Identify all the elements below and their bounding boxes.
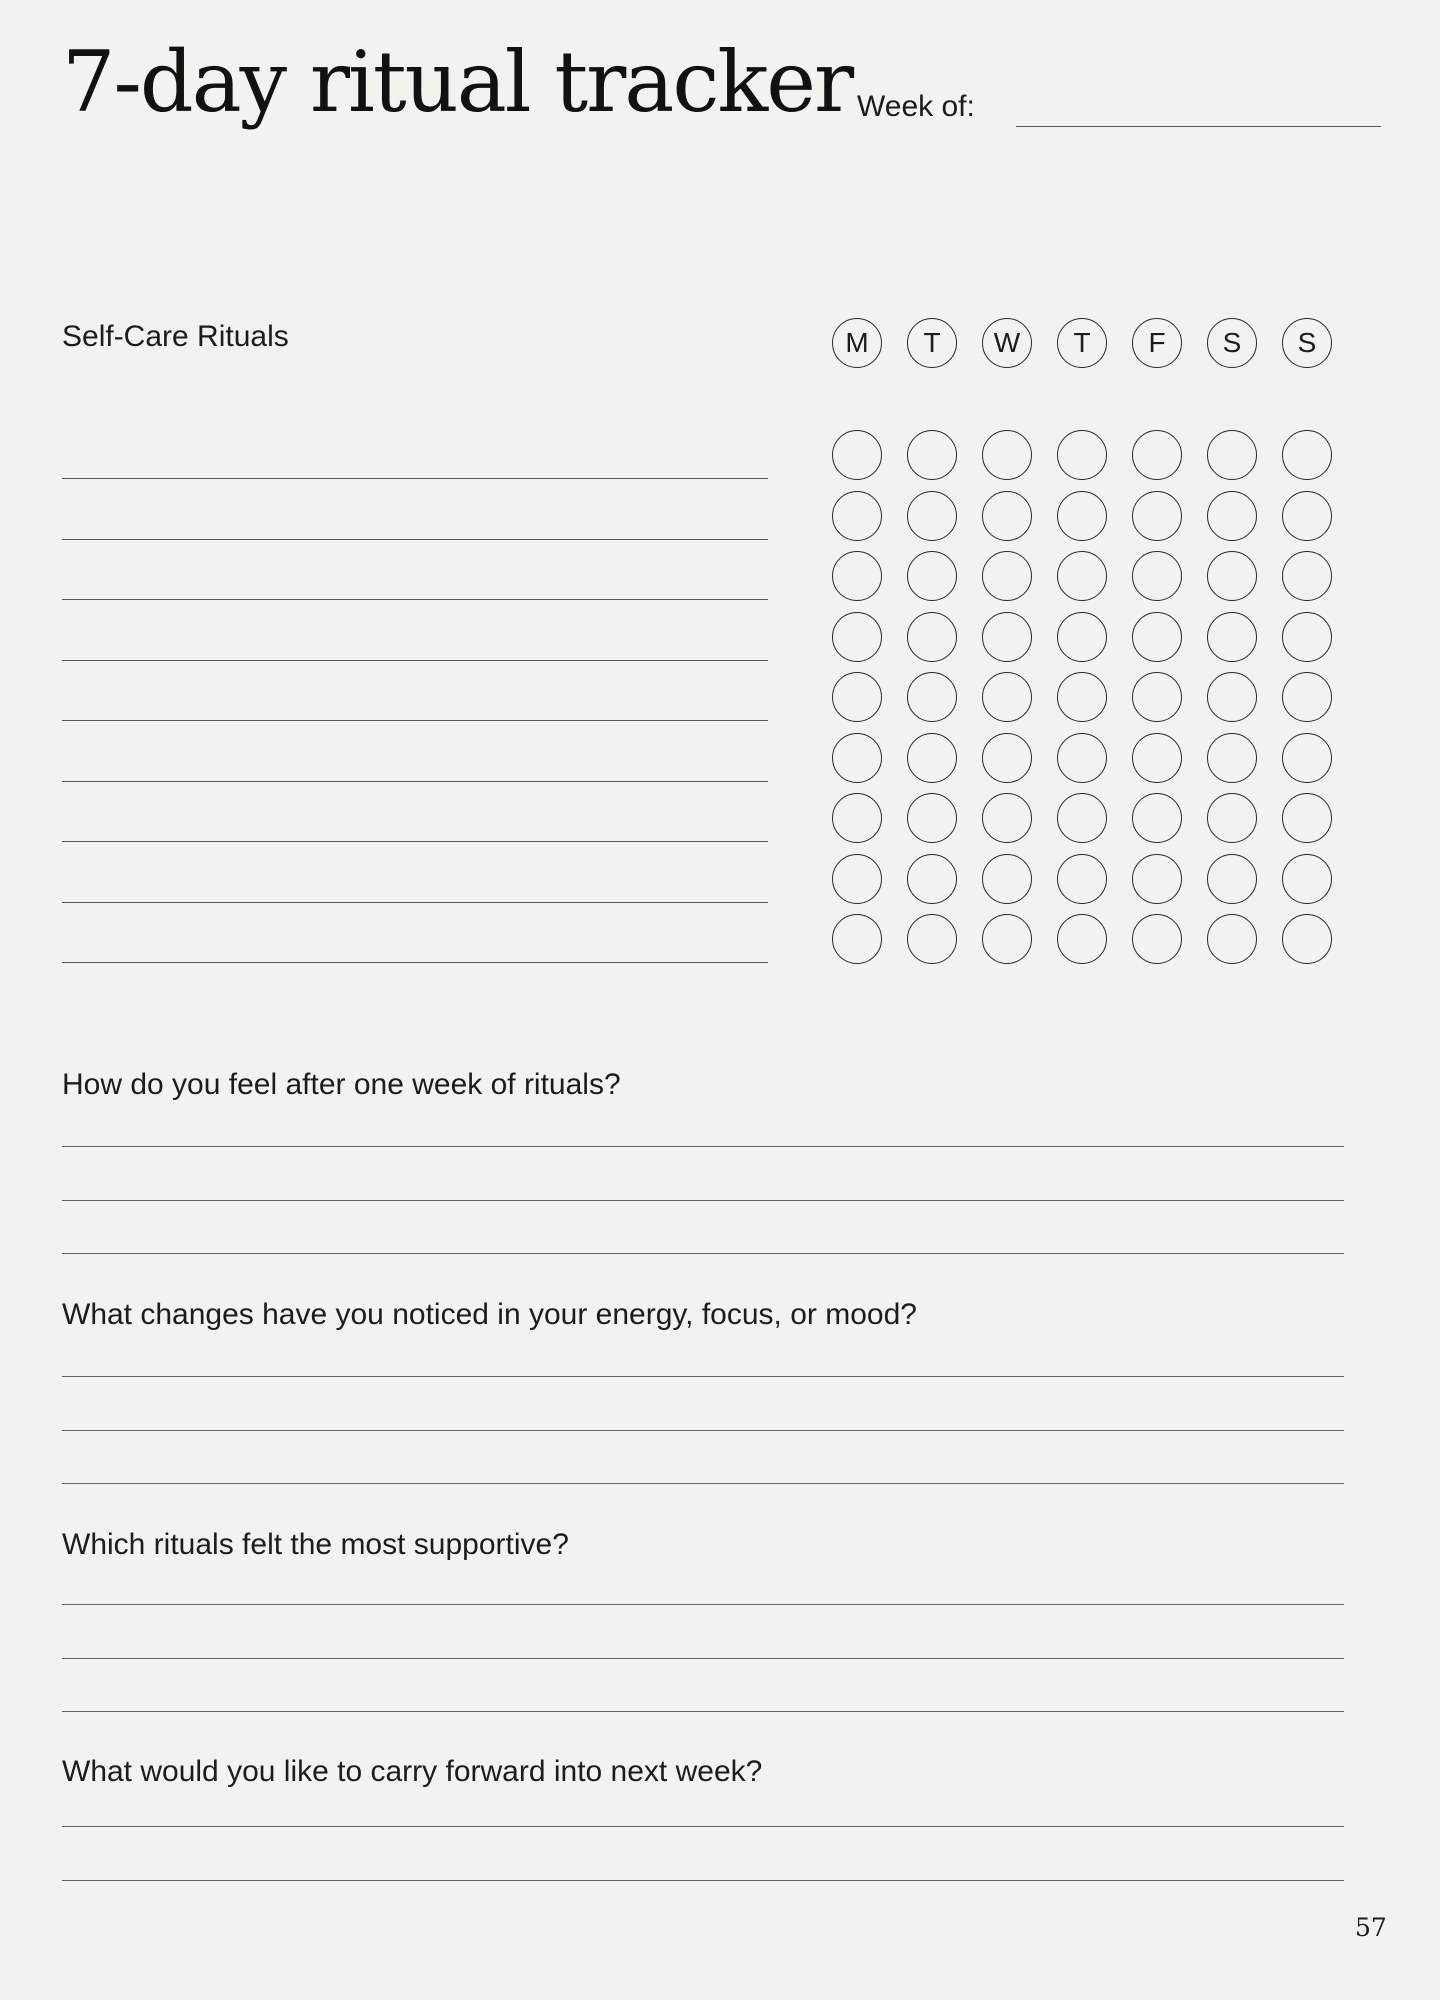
ritual-check-circle[interactable] (907, 551, 957, 601)
reflection-question: What would you like to carry forward into next week? (62, 1755, 763, 1788)
ritual-entry-line[interactable] (62, 841, 768, 842)
ritual-entry-line[interactable] (62, 539, 768, 540)
ritual-check-circle[interactable] (832, 430, 882, 480)
ritual-check-circle[interactable] (1132, 854, 1182, 904)
ritual-check-circle[interactable] (1282, 854, 1332, 904)
page-title: 7-day ritual tracker (62, 33, 853, 131)
ritual-check-circle[interactable] (1132, 793, 1182, 843)
ritual-check-circle[interactable] (1282, 551, 1332, 601)
ritual-entry-line[interactable] (62, 781, 768, 782)
ritual-check-circle[interactable] (1057, 551, 1107, 601)
ritual-check-circle[interactable] (1057, 612, 1107, 662)
ritual-check-circle[interactable] (982, 672, 1032, 722)
ritual-check-circle[interactable] (1057, 672, 1107, 722)
ritual-check-circle[interactable] (1132, 914, 1182, 964)
ritual-check-circle[interactable] (832, 612, 882, 662)
ritual-check-circle[interactable] (982, 793, 1032, 843)
ritual-check-circle[interactable] (1132, 491, 1182, 541)
ritual-check-circle[interactable] (1057, 914, 1107, 964)
ritual-entry-line[interactable] (62, 962, 768, 963)
day-header-friday: F (1132, 318, 1182, 368)
ritual-check-circle[interactable] (1207, 430, 1257, 480)
week-input-line[interactable] (1016, 126, 1381, 127)
ritual-check-circle[interactable] (1207, 551, 1257, 601)
ritual-check-circle[interactable] (832, 733, 882, 783)
ritual-check-circle[interactable] (907, 430, 957, 480)
ritual-check-circle[interactable] (832, 854, 882, 904)
ritual-check-circle[interactable] (1132, 551, 1182, 601)
ritual-entry-line[interactable] (62, 902, 768, 903)
ritual-check-circle[interactable] (907, 612, 957, 662)
day-header-saturday: S (1207, 318, 1257, 368)
ritual-check-circle[interactable] (907, 793, 957, 843)
ritual-check-circle[interactable] (1207, 793, 1257, 843)
answer-line[interactable] (62, 1200, 1344, 1201)
ritual-check-circle[interactable] (1207, 672, 1257, 722)
ritual-check-circle[interactable] (982, 491, 1032, 541)
ritual-check-circle[interactable] (1207, 612, 1257, 662)
ritual-check-circle[interactable] (1207, 733, 1257, 783)
section-label-self-care-rituals: Self-Care Rituals (62, 320, 289, 353)
ritual-check-circle[interactable] (1057, 430, 1107, 480)
answer-line[interactable] (62, 1711, 1344, 1712)
ritual-check-circle[interactable] (907, 491, 957, 541)
answer-line[interactable] (62, 1880, 1344, 1881)
ritual-check-circle[interactable] (1057, 733, 1107, 783)
ritual-check-circle[interactable] (982, 551, 1032, 601)
ritual-entry-line[interactable] (62, 720, 768, 721)
ritual-check-circle[interactable] (1057, 491, 1107, 541)
ritual-check-circle[interactable] (1282, 733, 1332, 783)
ritual-check-circle[interactable] (907, 733, 957, 783)
reflection-question: How do you feel after one week of rituals? (62, 1068, 621, 1101)
answer-line[interactable] (62, 1253, 1344, 1254)
day-header-monday: M (832, 318, 882, 368)
ritual-check-circle[interactable] (1207, 854, 1257, 904)
day-header-tuesday: T (907, 318, 957, 368)
ritual-check-circle[interactable] (1132, 672, 1182, 722)
ritual-check-circle[interactable] (832, 793, 882, 843)
reflection-question: Which rituals felt the most supportive? (62, 1528, 569, 1561)
ritual-check-circle[interactable] (1282, 672, 1332, 722)
ritual-check-circle[interactable] (1207, 491, 1257, 541)
ritual-check-circle[interactable] (1132, 733, 1182, 783)
ritual-check-circle[interactable] (832, 491, 882, 541)
ritual-check-circle[interactable] (1282, 612, 1332, 662)
ritual-check-circle[interactable] (982, 430, 1032, 480)
ritual-check-circle[interactable] (1057, 793, 1107, 843)
ritual-check-circle[interactable] (982, 854, 1032, 904)
ritual-entry-line[interactable] (62, 660, 768, 661)
ritual-check-circle[interactable] (982, 733, 1032, 783)
answer-line[interactable] (62, 1376, 1344, 1377)
day-header-thursday: T (1057, 318, 1107, 368)
ritual-check-circle[interactable] (832, 672, 882, 722)
ritual-check-circle[interactable] (1057, 854, 1107, 904)
page-number: 57 (1355, 1913, 1387, 1942)
ritual-check-circle[interactable] (1282, 491, 1332, 541)
reflection-question: What changes have you noticed in your energy, focus, or mood? (62, 1298, 917, 1331)
ritual-entry-line[interactable] (62, 599, 768, 600)
ritual-check-circle[interactable] (907, 854, 957, 904)
ritual-check-circle[interactable] (907, 914, 957, 964)
day-header-wednesday: W (982, 318, 1032, 368)
answer-line[interactable] (62, 1483, 1344, 1484)
ritual-check-circle[interactable] (1132, 430, 1182, 480)
ritual-check-circle[interactable] (1132, 612, 1182, 662)
day-header-sunday: S (1282, 318, 1332, 368)
ritual-check-circle[interactable] (982, 612, 1032, 662)
ritual-check-circle[interactable] (1282, 914, 1332, 964)
ritual-check-circle[interactable] (1207, 914, 1257, 964)
answer-line[interactable] (62, 1826, 1344, 1827)
answer-line[interactable] (62, 1146, 1344, 1147)
ritual-check-circle[interactable] (832, 551, 882, 601)
answer-line[interactable] (62, 1430, 1344, 1431)
answer-line[interactable] (62, 1604, 1344, 1605)
answer-line[interactable] (62, 1658, 1344, 1659)
ritual-check-circle[interactable] (1282, 793, 1332, 843)
ritual-check-circle[interactable] (907, 672, 957, 722)
ritual-check-circle[interactable] (1282, 430, 1332, 480)
week-label: Week of: (857, 90, 975, 123)
ritual-entry-line[interactable] (62, 478, 768, 479)
ritual-check-circle[interactable] (832, 914, 882, 964)
ritual-check-circle[interactable] (982, 914, 1032, 964)
